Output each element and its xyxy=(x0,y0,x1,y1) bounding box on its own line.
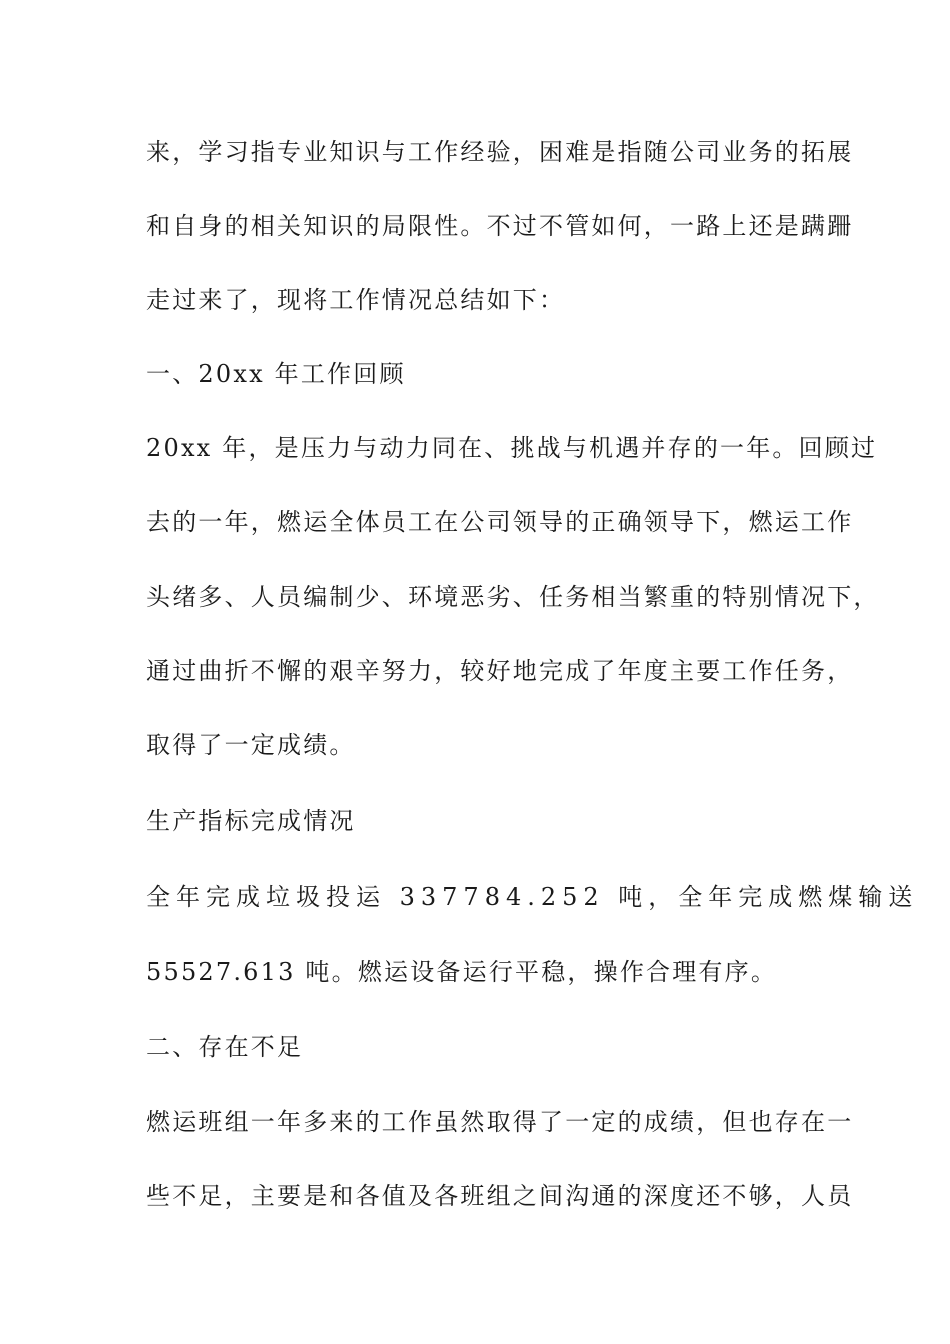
body-text-line: 头绪多、人员编制少、环境恶劣、任务相当繁重的特别情况下， xyxy=(146,583,880,611)
body-text-line: 和自身的相关知识的局限性。不过不管如何，一路上还是蹒跚 xyxy=(146,212,854,240)
body-text-line: 全年完成垃圾投运 337784.252 吨，全年完成燃煤输送 xyxy=(146,883,919,911)
body-text-line: 些不足，主要是和各值及各班组之间沟通的深度还不够，人员 xyxy=(146,1182,854,1210)
body-text-line: 去的一年，燃运全体员工在公司领导的正确领导下，燃运工作 xyxy=(146,508,854,536)
body-text-line: 燃运班组一年多来的工作虽然取得了一定的成绩，但也存在一 xyxy=(146,1108,854,1136)
section-heading: 二、存在不足 xyxy=(146,1033,304,1061)
body-text-line: 55527.613 吨。燃运设备运行平稳，操作合理有序。 xyxy=(146,958,778,986)
body-text-line: 20xx 年，是压力与动力同在、挑战与机遇并存的一年。回顾过 xyxy=(146,434,878,462)
body-text-line: 取得了一定成绩。 xyxy=(146,731,356,759)
body-text-line: 走过来了，现将工作情况总结如下： xyxy=(146,286,566,314)
body-text-line: 通过曲折不懈的艰辛努力，较好地完成了年度主要工作任务， xyxy=(146,657,854,685)
body-text-line: 来，学习指专业知识与工作经验，困难是指随公司业务的拓展 xyxy=(146,138,854,166)
subsection-heading: 生产指标完成情况 xyxy=(146,807,356,835)
section-heading: 一、20xx 年工作回顾 xyxy=(146,360,406,388)
